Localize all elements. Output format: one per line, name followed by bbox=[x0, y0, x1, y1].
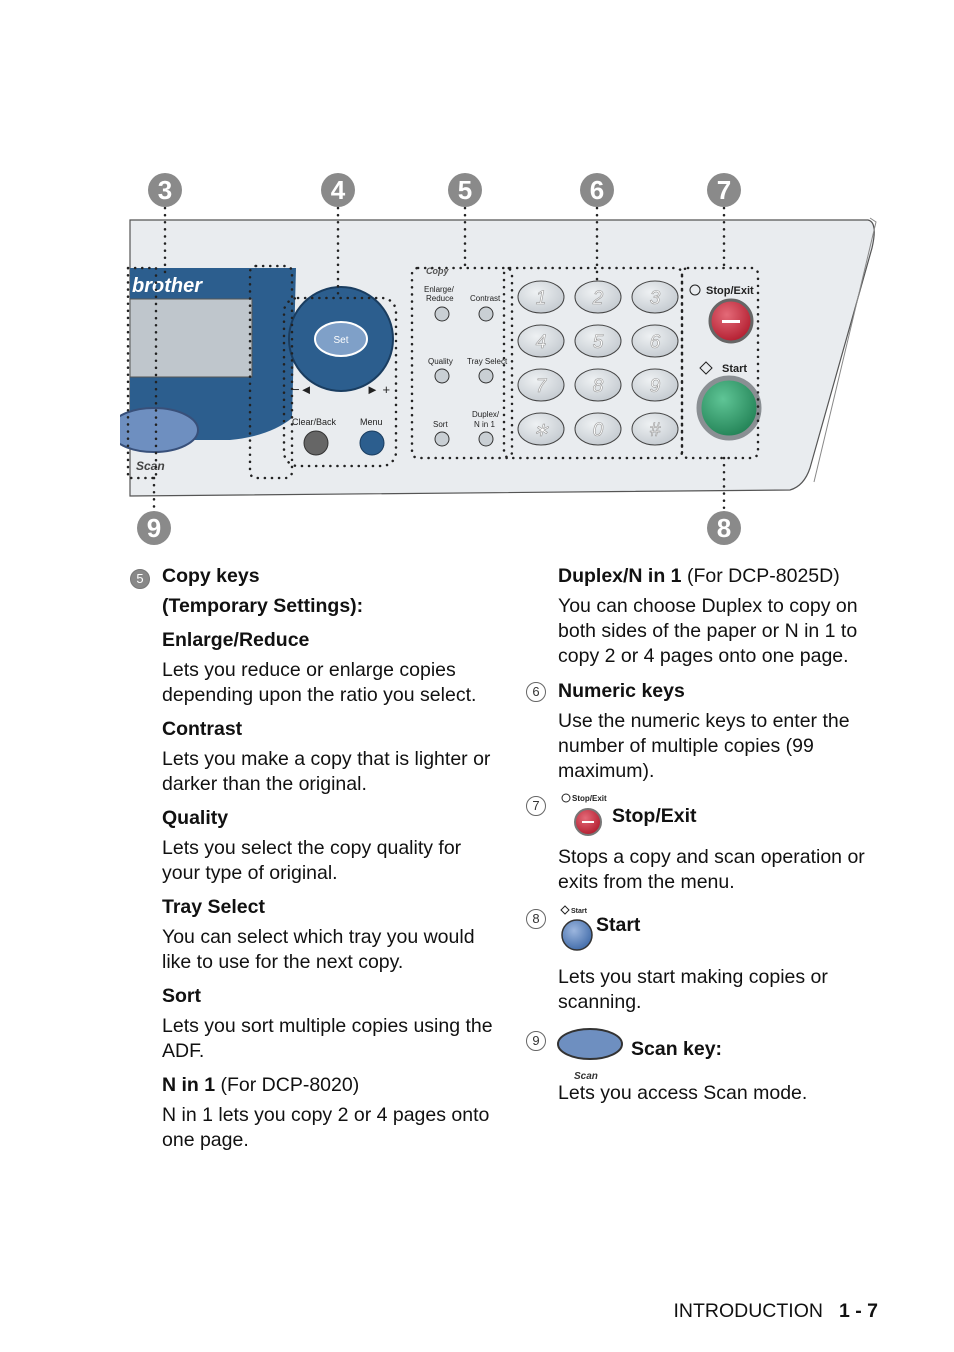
keypad-key-label: ∗ bbox=[533, 420, 549, 441]
svg-text:Sort: Sort bbox=[433, 420, 448, 429]
svg-text:Scan: Scan bbox=[574, 1071, 598, 1082]
svg-text:Contrast: Contrast bbox=[470, 294, 501, 303]
numeric-keys-body: Use the numeric keys to enter the number of multiple copies (99 maximum). bbox=[558, 710, 850, 782]
copy-key-heading bbox=[162, 806, 500, 831]
stop-exit-heading bbox=[526, 792, 896, 840]
svg-text:Start: Start bbox=[722, 363, 748, 375]
keypad-key-label: 0 bbox=[592, 420, 604, 441]
copy-key-heading bbox=[162, 984, 500, 1009]
copy-keys-title: Copy keys bbox=[162, 565, 260, 587]
svg-text:Enlarge/: Enlarge/ bbox=[424, 285, 454, 294]
duplex-body: You can choose Duplex to copy on both sides of the paper or N in 1 to copy 2 or 4 pages onto one page. bbox=[558, 595, 858, 667]
svg-text:Scan: Scan bbox=[136, 459, 165, 473]
scan-key-icon bbox=[556, 1027, 626, 1083]
bullet-7: 7 bbox=[526, 796, 546, 816]
svg-text:Copy: Copy bbox=[426, 266, 449, 276]
copy-key-title: Sort bbox=[162, 985, 201, 1007]
keypad-key-label: 7 bbox=[535, 376, 547, 397]
copy-key-description: Lets you make a copy that is lighter or darker than the original. bbox=[162, 748, 491, 795]
callout-number: 9 bbox=[146, 513, 162, 543]
lcd-display bbox=[130, 299, 252, 377]
svg-text:Stop/Exit: Stop/Exit bbox=[572, 794, 607, 803]
svg-text:Menu: Menu bbox=[360, 417, 383, 427]
callout-number: 8 bbox=[716, 513, 732, 543]
svg-text:N in 1: N in 1 bbox=[474, 420, 495, 429]
svg-text:Stop/Exit: Stop/Exit bbox=[706, 285, 754, 297]
copy-key-title: Tray Select bbox=[162, 896, 265, 918]
copy-key-description: Lets you sort multiple copies using the ADF. bbox=[162, 1015, 493, 1062]
scan-title: Scan key: bbox=[631, 1038, 723, 1060]
copy-key-heading bbox=[162, 628, 500, 653]
right-column bbox=[526, 564, 896, 1106]
stop-exit-icon bbox=[560, 792, 610, 838]
panel-start-key bbox=[699, 378, 759, 438]
bullet-8: 8 bbox=[526, 909, 546, 929]
svg-text:Reduce: Reduce bbox=[426, 294, 454, 303]
start-body: Lets you start making copies or scanning. bbox=[558, 966, 828, 1013]
bullet-5: 5 bbox=[130, 569, 150, 589]
copy-keys-subtitle: (Temporary Settings): bbox=[162, 595, 364, 617]
keypad-key-label: 2 bbox=[592, 288, 604, 309]
copy-key-description: N in 1 lets you copy 2 or 4 pages onto one page. bbox=[162, 1104, 490, 1151]
callout-number: 3 bbox=[157, 175, 173, 205]
bullet-9: 9 bbox=[526, 1031, 546, 1051]
keypad-key-label: 8 bbox=[592, 376, 604, 397]
copy-key-suffix: (For DCP-8020) bbox=[215, 1074, 360, 1096]
start-title: Start bbox=[596, 914, 641, 936]
start-icon bbox=[560, 905, 600, 953]
duplex-suffix: (For DCP-8025D) bbox=[681, 565, 840, 587]
copy-key-description: You can select which tray you would like to use for the next copy. bbox=[162, 926, 475, 973]
copy-key-title: Enlarge/Reduce bbox=[162, 629, 310, 651]
left-column bbox=[130, 564, 500, 1153]
keypad-key-label: 5 bbox=[592, 332, 604, 353]
copy-key-description: Lets you reduce or enlarge copies depending upon the ratio you select. bbox=[162, 659, 477, 706]
start-heading bbox=[526, 905, 896, 953]
copy-key-title: N in 1 bbox=[162, 1074, 216, 1096]
keypad-key-label: # bbox=[649, 420, 661, 441]
keypad-key-label: 6 bbox=[649, 332, 661, 353]
keypad-key-label: 3 bbox=[649, 288, 661, 309]
copy-key-heading bbox=[162, 1073, 500, 1098]
numeric-keys-title: Numeric keys bbox=[558, 680, 685, 702]
scan-heading bbox=[526, 1027, 896, 1083]
callout-number: 7 bbox=[716, 175, 732, 205]
svg-text:Tray Select: Tray Select bbox=[467, 357, 508, 366]
svg-text:Set: Set bbox=[333, 335, 349, 346]
page-footer bbox=[673, 1300, 878, 1323]
control-panel-illustration bbox=[120, 168, 890, 558]
duplex-title: Duplex/N in 1 bbox=[558, 565, 682, 587]
copy-key-heading bbox=[162, 717, 500, 742]
svg-text:► +: ► + bbox=[366, 382, 391, 397]
callout-number: 5 bbox=[457, 175, 473, 205]
copy-key-title: Contrast bbox=[162, 718, 243, 740]
page-number: 1 - 7 bbox=[838, 1300, 878, 1322]
numeric-keys-heading bbox=[526, 679, 896, 704]
brand-logo: brother bbox=[132, 275, 202, 297]
copy-key-title: Quality bbox=[162, 807, 229, 829]
copy-keys-heading bbox=[130, 564, 500, 589]
svg-text:Quality: Quality bbox=[428, 357, 453, 366]
panel-scan-key bbox=[120, 408, 198, 452]
keypad-key-label: 9 bbox=[649, 376, 661, 397]
svg-text:Duplex/: Duplex/ bbox=[472, 410, 500, 419]
svg-text:Start: Start bbox=[571, 908, 587, 915]
callout-number: 4 bbox=[330, 175, 346, 205]
callout-number: 6 bbox=[589, 175, 605, 205]
stop-exit-body: Stops a copy and scan operation or exits from the menu. bbox=[558, 846, 865, 893]
stop-exit-title: Stop/Exit bbox=[612, 805, 697, 827]
bullet-6: 6 bbox=[526, 682, 546, 702]
keypad-key-label: 1 bbox=[535, 288, 547, 309]
svg-text:−◄: −◄ bbox=[292, 382, 313, 397]
copy-key-description: Lets you select the copy quality for your type of original. bbox=[162, 837, 462, 884]
keypad-key-label: 4 bbox=[535, 332, 547, 353]
scan-body: Lets you access Scan mode. bbox=[558, 1082, 808, 1104]
duplex-heading bbox=[558, 564, 896, 589]
copy-key-heading bbox=[162, 895, 500, 920]
svg-text:Clear/Back: Clear/Back bbox=[292, 417, 337, 427]
footer-section: INTRODUCTION bbox=[673, 1300, 823, 1322]
